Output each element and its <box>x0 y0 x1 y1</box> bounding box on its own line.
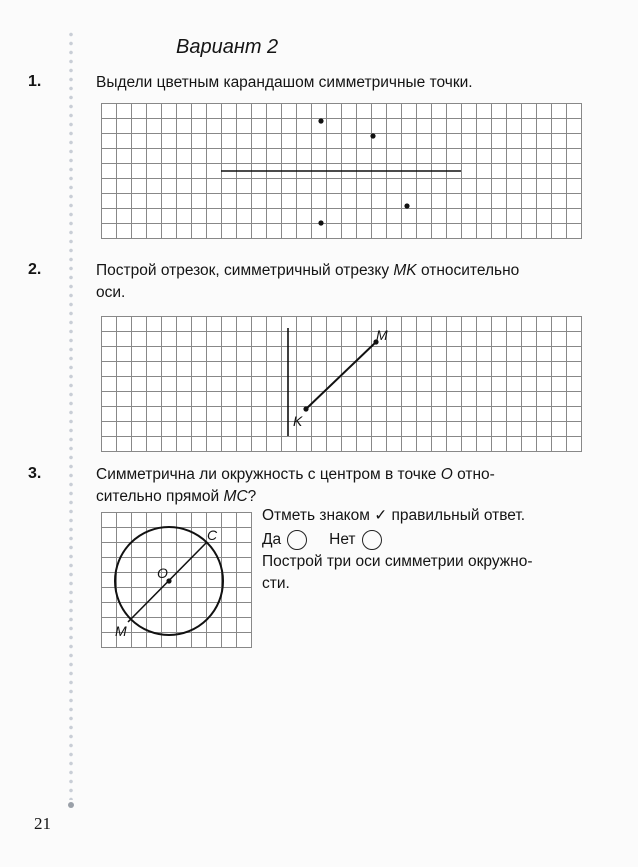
point <box>318 220 323 225</box>
task-3-text-d: ? <box>247 488 257 505</box>
task-2-text-a: Построй отрезок, симметричный отрезку <box>96 262 394 279</box>
label-m: M <box>115 623 127 639</box>
task-3-subtask-line2: сти. <box>262 575 290 592</box>
task-2-text <box>96 260 596 304</box>
point <box>404 203 409 208</box>
point-o-ref: O <box>440 466 453 483</box>
task-2-text-b: относительно <box>416 262 520 279</box>
task-3-number: 3. <box>28 465 42 482</box>
option-yes-label: Да <box>262 531 282 548</box>
segment-mk-line <box>306 342 376 409</box>
point-k <box>303 406 308 411</box>
task-1-text: Выдели цветным карандашом симметричные точки. <box>96 74 473 91</box>
point <box>370 133 375 138</box>
page-number: 21 <box>34 814 51 833</box>
task-3-grid[interactable] <box>101 512 252 648</box>
task-3-text-a: Симметрична ли окружность с центром в точке <box>96 466 441 483</box>
point <box>318 118 323 123</box>
label-o: O <box>157 565 168 581</box>
task-2-text-c: оси. <box>96 284 126 301</box>
task-3-subtask <box>262 551 533 595</box>
label-k: K <box>293 413 303 429</box>
task-1-grid[interactable] <box>101 103 582 239</box>
task-3-options <box>262 529 404 551</box>
line-mc-ref: MC <box>223 488 248 505</box>
variant-title: Вариант 2 <box>176 36 279 58</box>
label-m: M <box>376 327 388 343</box>
binding-dots <box>68 30 74 800</box>
task-1-drawing <box>101 103 581 238</box>
task-2-drawing <box>101 316 581 451</box>
option-no-label: Нет <box>329 531 356 548</box>
label-c: C <box>207 527 218 543</box>
task-1-number: 1. <box>28 73 42 90</box>
task-2-grid[interactable] <box>101 316 582 452</box>
task-2-number: 2. <box>28 261 42 278</box>
segment-mk: MK <box>393 262 417 279</box>
task-3-text-c: сительно прямой <box>96 488 224 505</box>
option-yes-checkbox[interactable] <box>287 530 307 550</box>
task-3-subtask-line1: Построй три оси симметрии окружно- <box>262 553 533 570</box>
option-no-checkbox[interactable] <box>362 530 382 550</box>
margin-dot <box>68 802 74 808</box>
task-3-text-b: отно- <box>452 466 495 483</box>
task-3-instruction: Отметь знаком ✓ правильный ответ. <box>262 507 526 524</box>
task-3-drawing <box>101 512 251 647</box>
task-3-text <box>96 464 596 508</box>
